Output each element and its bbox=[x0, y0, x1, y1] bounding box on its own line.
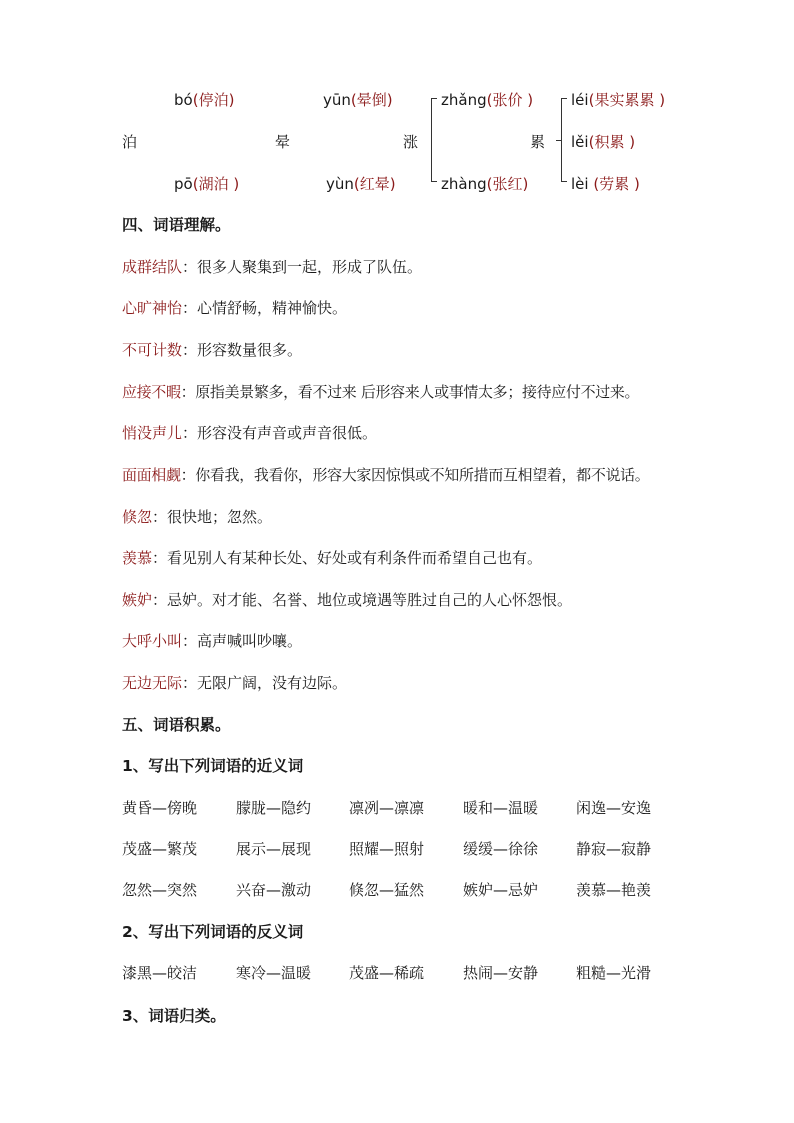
example-word: 停泊 bbox=[198, 91, 229, 109]
paren: ( bbox=[486, 175, 493, 193]
paren: ) bbox=[522, 175, 529, 193]
definition: ：无限广阔，没有边际。 bbox=[182, 674, 348, 692]
word-pair: 缓缓—徐徐 bbox=[463, 840, 539, 858]
pinyin-entry-zhang1 bbox=[441, 89, 533, 110]
pinyin-text: lěi bbox=[571, 133, 589, 151]
definition-item bbox=[122, 381, 639, 402]
brace-tick bbox=[561, 181, 567, 182]
definition-item bbox=[122, 672, 347, 693]
word-pair: 暖和—温暖 bbox=[463, 799, 539, 817]
character-bo: 泊 bbox=[122, 133, 138, 151]
term: 无边无际 bbox=[122, 674, 183, 692]
definition-item bbox=[122, 630, 302, 651]
brace-tick bbox=[561, 98, 567, 99]
word-pair: 嫉妒—忌妒 bbox=[463, 881, 539, 899]
paren: ( bbox=[192, 91, 199, 109]
paren: ) bbox=[389, 175, 396, 193]
word-pair: 照耀—照射 bbox=[349, 840, 425, 858]
pinyin-entry-lei2 bbox=[571, 131, 635, 152]
word-pair: 漆黑—皎洁 bbox=[122, 964, 198, 982]
definition: ：原指美景繁多，看不过来 后形容来人或事情太多；接待应付不过来。 bbox=[180, 383, 640, 401]
definition: ：形容数量很多。 bbox=[182, 341, 303, 359]
pinyin-entry-lei1 bbox=[571, 89, 665, 110]
word-pair: 展示—展现 bbox=[236, 840, 312, 858]
paren: ) bbox=[527, 91, 534, 109]
example-word: 晕倒 bbox=[356, 91, 387, 109]
term: 面面相觑 bbox=[122, 466, 181, 484]
definition-item bbox=[122, 297, 347, 318]
definition-item bbox=[122, 422, 377, 443]
term: 嫉妒 bbox=[122, 591, 153, 609]
term: 悄没声儿 bbox=[122, 424, 183, 442]
brace-tick bbox=[431, 181, 437, 182]
word-pair: 粗糙—光滑 bbox=[576, 964, 652, 982]
term: 羡慕 bbox=[122, 549, 153, 567]
section5-title: 五、词语积累。 bbox=[122, 716, 231, 734]
word-pair: 热闹—安静 bbox=[463, 964, 539, 982]
paren: ( bbox=[353, 175, 360, 193]
paren: ) bbox=[386, 91, 393, 109]
pinyin-text: yùn bbox=[326, 175, 354, 193]
definition: ：高声喊叫吵嚷。 bbox=[182, 632, 303, 650]
character-yun: 晕 bbox=[275, 133, 291, 151]
word-pair: 忽然—突然 bbox=[122, 881, 198, 899]
paren: ( bbox=[192, 175, 199, 193]
definition-item bbox=[122, 464, 649, 485]
classify-subtitle: 3、词语归类。 bbox=[122, 1007, 226, 1025]
word-pair: 寒冷—温暖 bbox=[236, 964, 312, 982]
pinyin-entry-po bbox=[174, 173, 239, 194]
word-pair: 静寂—寂静 bbox=[576, 840, 652, 858]
term: 倏忽 bbox=[122, 508, 153, 526]
example-word: 果实累累 bbox=[594, 91, 660, 109]
pinyin-text: bó bbox=[174, 91, 193, 109]
term: 大呼小叫 bbox=[122, 632, 183, 650]
definition: ：看见别人有某种长处、好处或有利条件而希望自己也有。 bbox=[152, 549, 543, 567]
pinyin-entry-yun2 bbox=[326, 173, 396, 194]
word-pair: 凛冽—凛凛 bbox=[349, 799, 425, 817]
definition: ：形容没有声音或声音很低。 bbox=[182, 424, 378, 442]
definition-item bbox=[122, 339, 302, 360]
definition-item bbox=[122, 547, 542, 568]
word-pair: 闲逸—安逸 bbox=[576, 799, 652, 817]
definition: ：忌妒。对才能、名誉、地位或境遇等胜过自己的人心怀怨恨。 bbox=[152, 591, 573, 609]
pinyin-text: pō bbox=[174, 175, 193, 193]
word-pair: 兴奋—激动 bbox=[236, 881, 312, 899]
word-pair: 黄昏—傍晚 bbox=[122, 799, 198, 817]
pinyin-entry-zhang2 bbox=[441, 173, 528, 194]
definition-item bbox=[122, 589, 572, 610]
term: 应接不暇 bbox=[122, 383, 181, 401]
paren: ( bbox=[588, 133, 595, 151]
pinyin-text: lèi bbox=[571, 175, 594, 193]
brace-tick bbox=[556, 140, 561, 141]
pinyin-entry-bo bbox=[174, 89, 234, 110]
pinyin-text: zhàng bbox=[441, 175, 487, 193]
pinyin-text: yūn bbox=[323, 91, 351, 109]
section4-title: 四、词语理解。 bbox=[122, 216, 231, 234]
example-word: 张价 bbox=[492, 91, 528, 109]
example-word: 湖泊 bbox=[198, 175, 234, 193]
antonym-subtitle: 2、写出下列词语的反义词 bbox=[122, 923, 304, 941]
definition: ：很多人聚集到一起，形成了队伍。 bbox=[182, 258, 423, 276]
word-pair: 羡慕—艳羡 bbox=[576, 881, 652, 899]
example-word: 劳累 bbox=[599, 175, 634, 193]
word-pair: 茂盛—稀疏 bbox=[349, 964, 425, 982]
definition-item bbox=[122, 506, 272, 527]
paren: ) bbox=[629, 133, 636, 151]
paren: ( bbox=[350, 91, 357, 109]
definition: ：你看我，我看你，形容大家因惊惧或不知所措而互相望着，都不说话。 bbox=[180, 466, 650, 484]
definition: ：心情舒畅，精神愉快。 bbox=[182, 299, 348, 317]
paren: ( bbox=[486, 91, 493, 109]
character-lei: 累 bbox=[530, 133, 546, 151]
term: 成群结队 bbox=[122, 258, 183, 276]
pinyin-entry-lei3 bbox=[571, 173, 640, 194]
example-word: 张红 bbox=[492, 175, 523, 193]
term: 心旷神怡 bbox=[122, 299, 183, 317]
pinyin-text: léi bbox=[571, 91, 589, 109]
paren: ) bbox=[233, 175, 240, 193]
character-zhang: 涨 bbox=[403, 133, 419, 151]
brace-zhang bbox=[431, 98, 432, 182]
pinyin-entry-yun1 bbox=[323, 89, 393, 110]
paren: ) bbox=[228, 91, 235, 109]
synonym-subtitle: 1、写出下列词语的近义词 bbox=[122, 757, 304, 775]
example-word: 红晕 bbox=[359, 175, 390, 193]
word-pair: 朦胧—隐约 bbox=[236, 799, 312, 817]
word-pair: 茂盛—繁茂 bbox=[122, 840, 198, 858]
example-word: 积累 bbox=[594, 133, 630, 151]
brace-lei bbox=[561, 98, 562, 182]
paren: ) bbox=[659, 91, 666, 109]
brace-tick bbox=[431, 98, 437, 99]
term: 不可计数 bbox=[122, 341, 183, 359]
word-pair: 倏忽—猛然 bbox=[349, 881, 425, 899]
definition: ：很快地；忽然。 bbox=[152, 508, 273, 526]
definition-item bbox=[122, 256, 422, 277]
paren: ( bbox=[593, 175, 600, 193]
paren: ( bbox=[588, 91, 595, 109]
paren: ) bbox=[633, 175, 640, 193]
pinyin-text: zhǎng bbox=[441, 91, 487, 109]
